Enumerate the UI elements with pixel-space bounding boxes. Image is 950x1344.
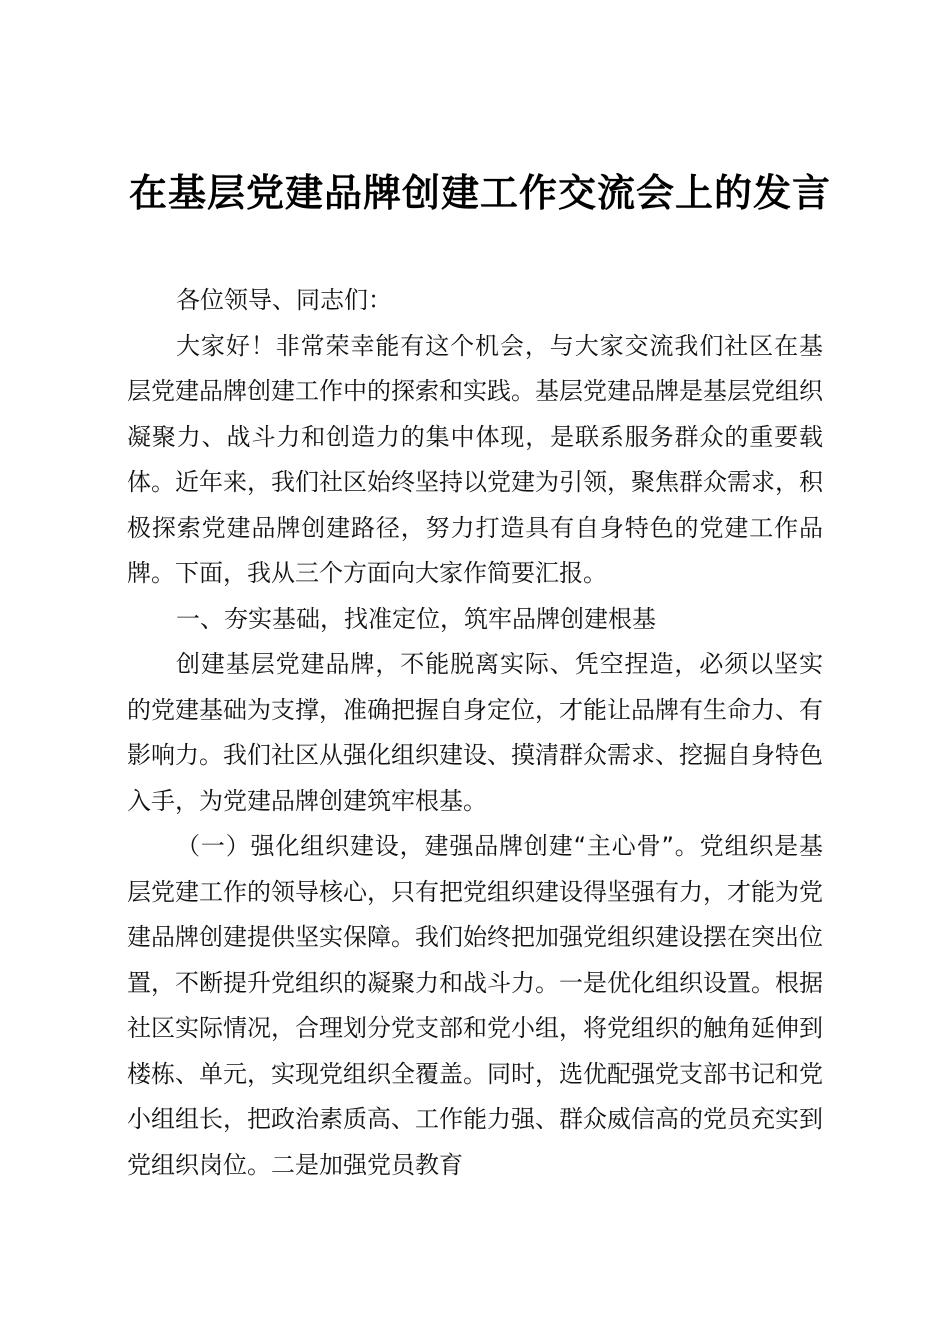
opening-paragraph: 大家好！非常荣幸能有这个机会，与大家交流我们社区在基层党建品牌创建工作中的探索和实践。基层党建品牌是基层党组织凝聚力、战斗力和创造力的集中体现，是联系服务群众的重要载体。近年来，我们社区始终坚持以党建为引领，聚焦群众需求，积极探索党建品牌创建路径，努力打造具有自身特色的党建工作品牌。下面，我从三个方面向大家作简要汇报。 [127,331,823,587]
document-body [127,278,823,1188]
subsection-paragraph: （一）强化组织建设，建强品牌创建“主心骨”。党组织是基层党建工作的领导核心，只有把党组织建设得坚强有力，才能为党建品牌创建提供坚实保障。我们始终把加强党组织建设摆在突出位置，不断提升党组织的凝聚力和战斗力。一是优化组织设置。根据社区实际情况，合理划分党支部和党小组，将党组织的触角延伸到楼栋、单元，实现党组织全覆盖。同时，选优配强党支部书记和党小组组长，把政治素质高、工作能力强、群众威信高的党员充实到党组织岗位。二是加强党员教育 [127,832,823,1179]
section-intro-paragraph: 创建基层党建品牌，不能脱离实际、凭空捏造，必须以坚实的党建基础为支撑，准确把握自身定位，才能让品牌有生命力、有影响力。我们社区从强化组织建设、摸清群众需求、挖掘自身特色入手，为党建品牌创建筑牢根基。 [127,650,823,815]
salutation-paragraph: 各位领导、同志们： [176,286,392,314]
document-title: 在基层党建品牌创建工作交流会上的发言 [128,170,831,215]
section-heading: 一、夯实基础，找准定位，筑牢品牌创建根基 [176,604,656,633]
